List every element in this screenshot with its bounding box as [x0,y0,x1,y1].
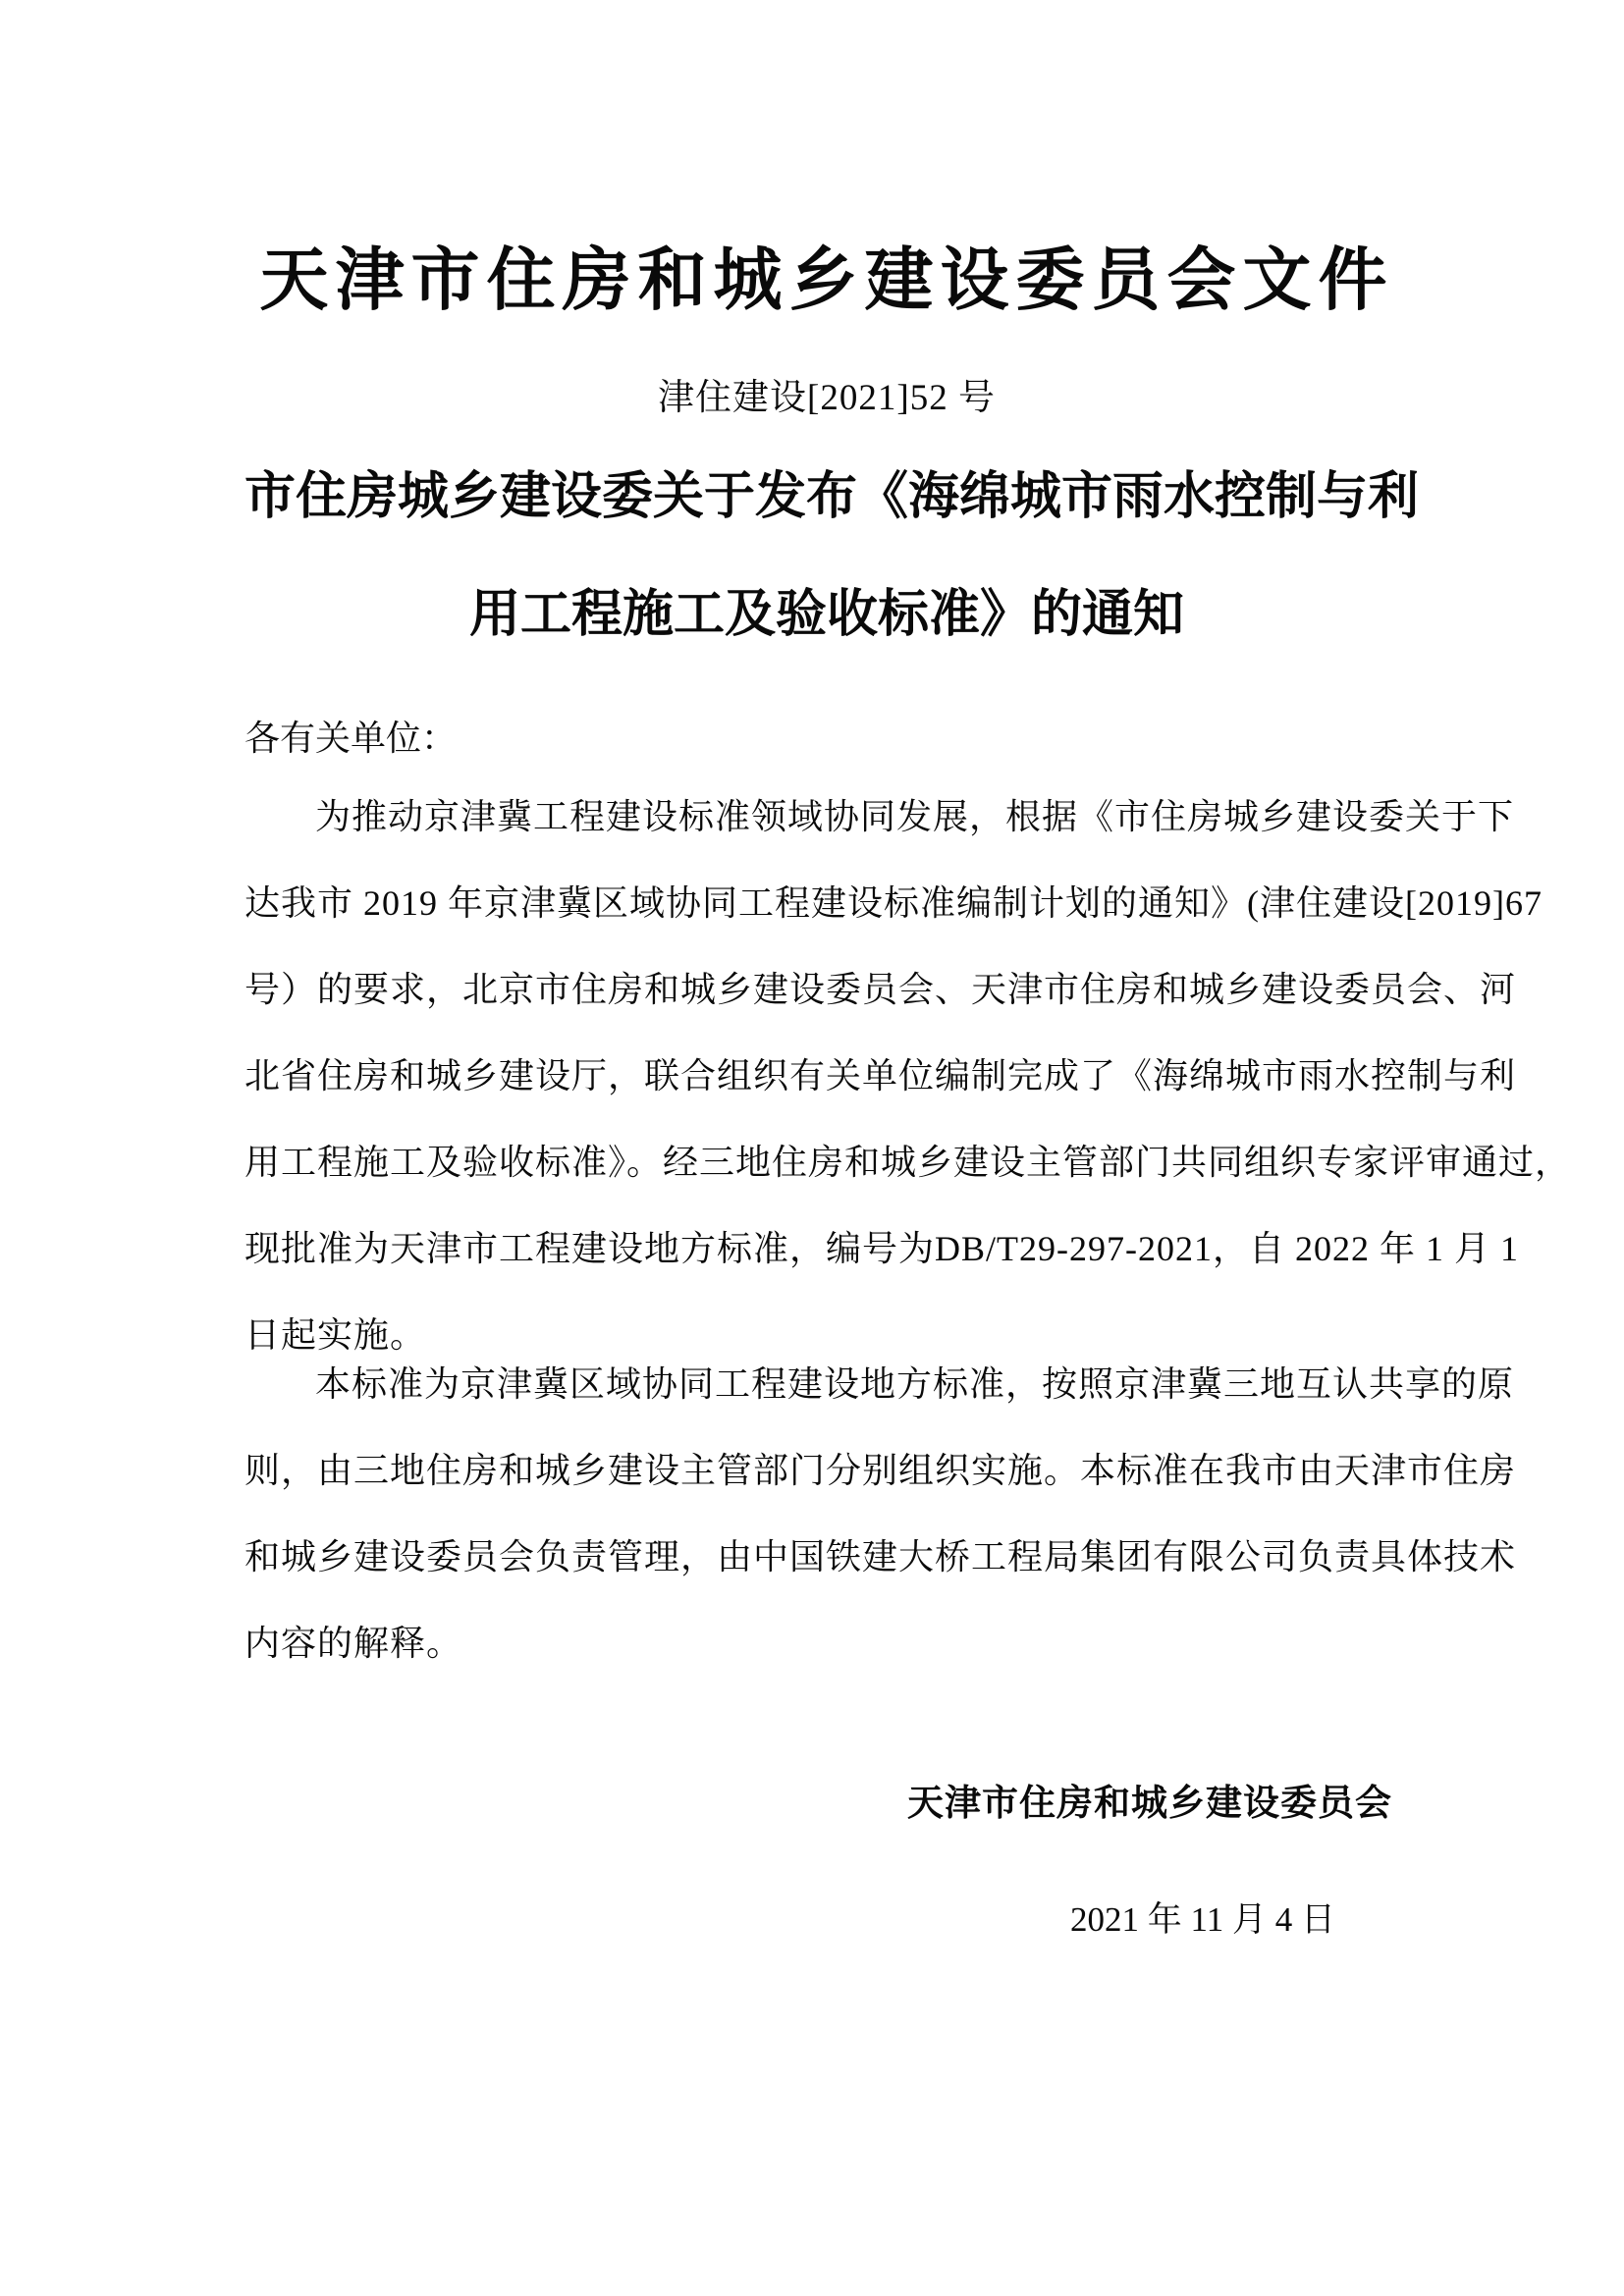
body-line: 本标准为京津冀区域协同工程建设地方标准，按照京津冀三地互认共享的原 [315,1364,1515,1405]
body-line: 日起实施。 [244,1315,427,1356]
document-number: 津住建设[2021]52 号 [658,378,996,418]
body-line: 达我市 2019 年京津冀区域协同工程建设标准编制计划的通知》(津住建设[2019]67 [244,883,1543,924]
body-line: 用工程施工及验收标准》。经三地住房和城乡建设主管部门共同组织专家评审通过， [244,1143,1572,1183]
issuing-authority-signature: 天津市住房和城乡建设委员会 [907,1783,1392,1824]
body-line: 北省住房和城乡建设厅，联合组织有关单位编制完成了《海绵城市雨水控制与利 [244,1056,1517,1096]
body-line: 号）的要求，北京市住房和城乡建设委员会、天津市住房和城乡建设委员会、河 [244,970,1517,1010]
body-line: 和城乡建设委员会负责管理，由中国铁建大桥工程局集团有限公司负责具体技术 [244,1537,1517,1577]
body-line: 则，由三地住房和城乡建设主管部门分别组织实施。本标准在我市由天津市住房 [244,1451,1517,1491]
issue-date: 2021 年 11 月 4 日 [1070,1900,1335,1940]
notice-title-line-1: 市住房城乡建设委关于发布《海绵城市雨水控制与利 [244,468,1420,526]
body-line: 现批准为天津市工程建设地方标准，编号为DB/T29-297-2021，自 2022 年 1 月 1 [244,1229,1519,1269]
document-header-title: 天津市住房和城乡建设委员会文件 [259,241,1394,318]
salutation: 各有关单位： [244,719,458,759]
notice-title-line-2: 用工程施工及验收标准》的通知 [468,586,1184,644]
body-line: 内容的解释。 [244,1624,463,1664]
notice-title [244,463,1420,648]
paragraph-1 [244,774,1572,1378]
paragraph-2 [244,1341,1517,1686]
body-line: 为推动京津冀工程建设标准领域协同发展，根据《市住房城乡建设委关于下 [315,797,1515,837]
